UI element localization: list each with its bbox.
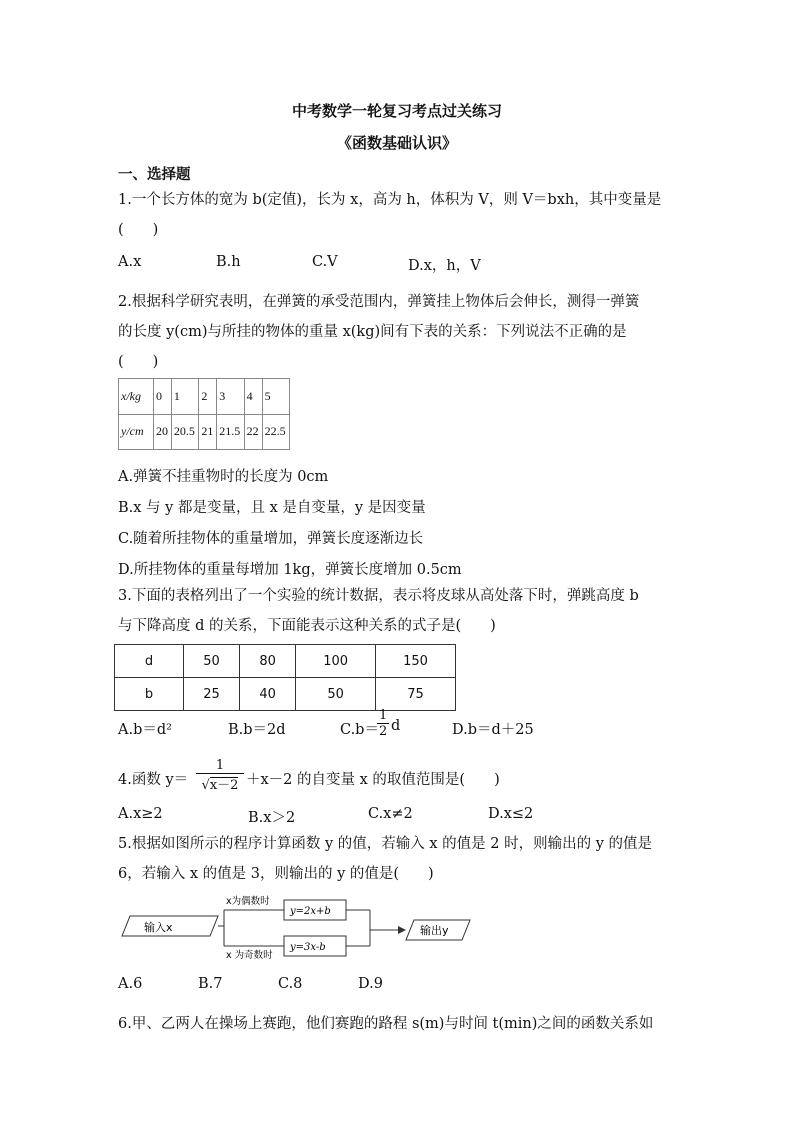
table-cell: 80 bbox=[240, 645, 296, 678]
table-cell: 22.5 bbox=[262, 414, 289, 450]
table-row bbox=[115, 678, 456, 711]
table-cell: 1 bbox=[171, 379, 198, 415]
q2-option-a: A.弹簧不挂重物时的长度为 0cm bbox=[118, 469, 329, 485]
q1-text-line1: 1.一个长方体的宽为 b(定值)，长为 x，高为 h，体积为 V，则 V＝bxh，其中变量是 bbox=[118, 192, 662, 208]
q4-option-c: C.x≠2 bbox=[368, 806, 413, 822]
table-cell: 50 bbox=[184, 645, 240, 678]
q5-option-b: B.7 bbox=[198, 976, 223, 992]
q1-text-line2: ( ) bbox=[118, 222, 159, 238]
table-cell: x/kg bbox=[119, 379, 154, 415]
table-cell: 3 bbox=[217, 379, 244, 415]
output-label: 输出y bbox=[420, 924, 449, 937]
table-cell: 0 bbox=[154, 379, 172, 415]
fraction-numerator: 1 bbox=[379, 708, 388, 723]
table-row bbox=[119, 379, 290, 415]
q2-text-line3: ( ) bbox=[118, 354, 159, 370]
q2-option-d: D.所挂物体的重量每增加 1kg，弹簧长度增加 0.5cm bbox=[118, 562, 462, 578]
q4-option-d: D.x≤2 bbox=[488, 806, 534, 822]
table-cell: 21 bbox=[199, 414, 217, 450]
formula-even: y=2x+b bbox=[290, 906, 331, 917]
q1-option-c: C.V bbox=[312, 254, 338, 270]
q1-option-d: D.x，h，V bbox=[408, 258, 481, 274]
q3-option-b: B.b＝2d bbox=[228, 722, 286, 738]
formula-odd: y=3x-b bbox=[290, 942, 326, 953]
arrow-icon bbox=[398, 926, 406, 934]
q4-fraction bbox=[196, 758, 244, 793]
q3-option-c-suffix: d bbox=[391, 718, 401, 734]
table-cell: 50 bbox=[296, 678, 376, 711]
q1-option-a: A.x bbox=[118, 254, 142, 270]
q5-option-c: C.8 bbox=[278, 976, 303, 992]
q3-table bbox=[114, 644, 456, 711]
table-cell: 4 bbox=[244, 379, 262, 415]
q3-option-c-prefix: C.b＝ bbox=[340, 722, 379, 738]
sqrt-icon: √ bbox=[201, 778, 210, 793]
table-cell: 22 bbox=[244, 414, 262, 450]
q5-option-d: D.9 bbox=[358, 976, 383, 992]
table-cell: 100 bbox=[296, 645, 376, 678]
table-row bbox=[115, 645, 456, 678]
q4-option-b: B.x＞2 bbox=[248, 810, 296, 826]
table-cell: 40 bbox=[240, 678, 296, 711]
q1-option-b: B.h bbox=[216, 254, 241, 270]
q4-text-prefix: 4.函数 y＝ bbox=[118, 772, 189, 788]
section-heading: 一、选择题 bbox=[118, 166, 191, 183]
table-cell: d bbox=[115, 645, 184, 678]
doc-subtitle: 《函数基础认识》 bbox=[336, 134, 457, 152]
q5-flowchart bbox=[118, 890, 478, 962]
table-cell: 2 bbox=[199, 379, 217, 415]
q3-option-d: D.b＝d＋25 bbox=[452, 722, 534, 738]
table-cell: 75 bbox=[376, 678, 456, 711]
q2-option-b: B.x 与 y 都是变量，且 x 是自变量，y 是因变量 bbox=[118, 500, 426, 516]
q2-option-c: C.随着所挂物体的重量增加，弹簧长度逐渐边长 bbox=[118, 531, 424, 547]
q5-option-a: A.6 bbox=[118, 976, 143, 992]
table-cell: 5 bbox=[262, 379, 289, 415]
q5-text-line1: 5.根据如图所示的程序计算函数 y 的值，若输入 x 的值是 2 时，则输出的 y 的值是 bbox=[118, 836, 652, 852]
table-cell: 21.5 bbox=[217, 414, 244, 450]
q2-table bbox=[118, 378, 290, 450]
q3-text-line2: 与下降高度 d 的关系，下面能表示这种关系的式子是( ) bbox=[118, 618, 496, 634]
q3-option-a: A.b＝d² bbox=[118, 722, 172, 738]
q2-text-line2: 的长度 y(cm)与所挂的物体的重量 x(kg)间有下表的关系：下列说法不正确的是 bbox=[118, 324, 627, 340]
q3-option-c-fraction bbox=[377, 708, 389, 739]
even-label: x为偶数时 bbox=[226, 896, 270, 907]
table-cell: 150 bbox=[376, 645, 456, 678]
q5-text-line2: 6，若输入 x 的值是 3，则输出的 y 的值是( ) bbox=[118, 866, 434, 882]
fraction-denominator: 2 bbox=[379, 724, 388, 739]
table-cell: y/cm bbox=[119, 414, 154, 450]
doc-title: 中考数学一轮复习考点过关练习 bbox=[291, 102, 502, 120]
table-cell: 25 bbox=[184, 678, 240, 711]
fraction-numerator: 1 bbox=[196, 758, 244, 774]
odd-label: x 为奇数时 bbox=[226, 950, 273, 961]
table-cell: 20.5 bbox=[171, 414, 198, 450]
input-label: 输入x bbox=[144, 921, 173, 934]
table-row bbox=[119, 414, 290, 450]
q6-text-line1: 6.甲、乙两人在操场上赛跑，他们赛跑的路程 s(m)与时间 t(min)之间的函数关系如 bbox=[118, 1016, 654, 1032]
q3-text-line1: 3.下面的表格列出了一个实验的统计数据，表示将皮球从高处落下时，弹跳高度 b bbox=[118, 588, 639, 604]
table-cell: 20 bbox=[154, 414, 172, 450]
table-cell: b bbox=[115, 678, 184, 711]
q4-text-suffix: ＋x－2 的自变量 x 的取值范围是( ) bbox=[246, 772, 500, 788]
fraction-denominator: √x－2 bbox=[201, 778, 239, 793]
q4-option-a: A.x≥2 bbox=[118, 806, 163, 822]
q2-text-line1: 2.根据科学研究表明，在弹簧的承受范围内，弹簧挂上物体后会伸长，测得一弹簧 bbox=[118, 294, 640, 310]
